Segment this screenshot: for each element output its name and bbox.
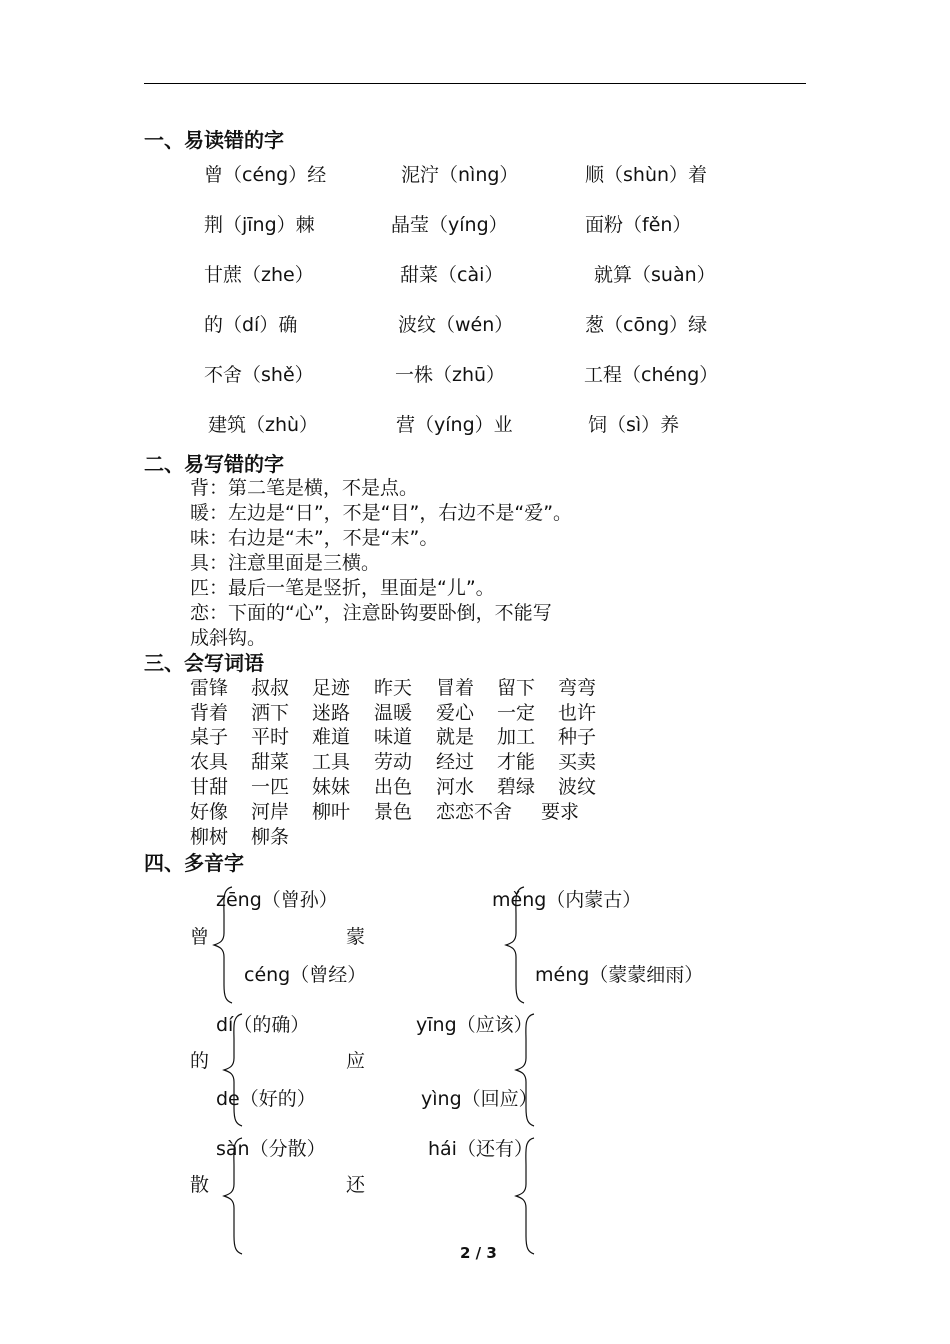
word-item: 经过 — [436, 751, 475, 773]
polyphone-char: 曾 — [190, 926, 210, 948]
word-item: 碧绿 — [497, 776, 536, 798]
word-item: 一定 — [497, 702, 536, 724]
polyphone-reading: zēng（曾孙） — [216, 889, 338, 911]
word-item: 工具 — [312, 751, 351, 773]
word-item: 背着 — [190, 702, 229, 724]
polyphone-char: 的 — [190, 1050, 210, 1072]
word-item: 加工 — [497, 726, 536, 748]
word-item: 甘甜 — [190, 776, 229, 798]
writing-note: 背：第二笔是横，不是点。 — [190, 477, 419, 499]
section-heading-writing: 二、易写错的字 — [144, 452, 284, 476]
word-item: 柳条 — [251, 826, 290, 848]
word-item: 温暖 — [374, 702, 413, 724]
page-number: 2 / 3 — [460, 1244, 497, 1262]
polyphone-reading: sàn（分散） — [216, 1138, 326, 1160]
polyphone-reading: měng（内蒙古） — [492, 889, 642, 911]
word-item: 河水 — [436, 776, 475, 798]
writing-note: 具：注意里面是三横。 — [190, 552, 381, 574]
reading-item: 波纹（wén） — [398, 314, 514, 336]
word-item: 洒下 — [251, 702, 290, 724]
word-item: 足迹 — [312, 677, 351, 699]
word-item: 妹妹 — [312, 776, 351, 798]
word-item: 桌子 — [190, 726, 229, 748]
section-heading-reading: 一、易读错的字 — [144, 128, 284, 152]
polyphone-reading: yīng（应该） — [416, 1014, 533, 1036]
brace-icon — [212, 885, 236, 1005]
word-item: 迷路 — [312, 702, 351, 724]
reading-item: 曾（céng）经 — [204, 164, 327, 186]
reading-item: 就算（suàn） — [594, 264, 716, 286]
word-item: 种子 — [558, 726, 597, 748]
reading-item: 的（dí）确 — [204, 314, 298, 336]
polyphone-reading: céng（曾经） — [244, 964, 367, 986]
word-item: 也许 — [558, 702, 597, 724]
word-item: 平时 — [251, 726, 290, 748]
section-heading-polyphones: 四、多音字 — [144, 851, 244, 875]
word-item: 农具 — [190, 751, 229, 773]
word-item: 好像 — [190, 801, 229, 823]
word-item: 河岸 — [251, 801, 290, 823]
brace-icon — [514, 1136, 538, 1256]
writing-note: 成斜钩。 — [190, 627, 267, 649]
word-item: 才能 — [497, 751, 536, 773]
polyphone-char: 还 — [346, 1174, 366, 1196]
word-item: 雷锋 — [190, 677, 229, 699]
polyphone-char: 散 — [190, 1174, 210, 1196]
reading-item: 荆（jīng）棘 — [204, 214, 315, 236]
section-heading-words: 三、会写词语 — [144, 651, 264, 675]
writing-note: 暖：左边是“日”，不是“目”，右边不是“爱”。 — [190, 502, 573, 524]
reading-item: 葱（cōng）绿 — [585, 314, 708, 336]
reading-item: 甜菜（cài） — [400, 264, 504, 286]
reading-item: 顺（shùn）着 — [585, 164, 708, 186]
word-item: 要求 — [541, 801, 580, 823]
reading-item: 工程（chéng） — [584, 364, 719, 386]
word-item: 甜菜 — [251, 751, 290, 773]
word-item: 叔叔 — [251, 677, 290, 699]
brace-icon — [222, 1136, 246, 1256]
polyphone-reading: méng（蒙蒙细雨） — [535, 964, 704, 986]
reading-item: 建筑（zhù） — [208, 414, 319, 436]
word-item: 买卖 — [558, 751, 597, 773]
reading-item: 泥泞（nìng） — [401, 164, 519, 186]
reading-item: 晶莹（yíng） — [391, 214, 508, 236]
brace-icon — [514, 1012, 538, 1128]
header-rule — [144, 83, 806, 84]
writing-note: 匹：最后一笔是竖折，里面是“儿”。 — [190, 577, 495, 599]
word-item: 爱心 — [436, 702, 475, 724]
word-item: 味道 — [374, 726, 413, 748]
reading-item: 饲（sì）养 — [588, 414, 680, 436]
polyphone-char: 蒙 — [346, 926, 366, 948]
word-item: 昨天 — [374, 677, 413, 699]
word-item: 弯弯 — [558, 677, 597, 699]
word-item: 留下 — [497, 677, 536, 699]
brace-icon — [504, 885, 528, 1005]
word-item: 恋恋不舍 — [436, 801, 513, 823]
word-item: 就是 — [436, 726, 475, 748]
polyphone-reading: dí（的确） — [216, 1014, 310, 1036]
reading-item: 营（yíng）业 — [396, 414, 513, 436]
writing-note: 恋：下面的“心”，注意卧钩要卧倒，不能写 — [190, 602, 552, 624]
reading-item: 面粉（fěn） — [585, 214, 692, 236]
reading-item: 不舍（shě） — [204, 364, 314, 386]
brace-icon — [222, 1012, 246, 1128]
word-item: 景色 — [374, 801, 413, 823]
polyphone-char: 应 — [346, 1050, 366, 1072]
word-item: 柳叶 — [312, 801, 351, 823]
word-item: 难道 — [312, 726, 351, 748]
polyphone-reading: de（好的） — [216, 1088, 316, 1110]
polyphone-reading: hái（还有） — [428, 1138, 533, 1160]
polyphone-reading: yìng（回应） — [421, 1088, 538, 1110]
writing-note: 味：右边是“未”，不是“末”。 — [190, 527, 439, 549]
word-item: 出色 — [374, 776, 413, 798]
word-item: 劳动 — [374, 751, 413, 773]
word-item: 一匹 — [251, 776, 290, 798]
word-item: 柳树 — [190, 826, 229, 848]
word-item: 波纹 — [558, 776, 597, 798]
reading-item: 甘蔗（zhe） — [204, 264, 314, 286]
reading-item: 一株（zhū） — [395, 364, 506, 386]
word-item: 冒着 — [436, 677, 475, 699]
